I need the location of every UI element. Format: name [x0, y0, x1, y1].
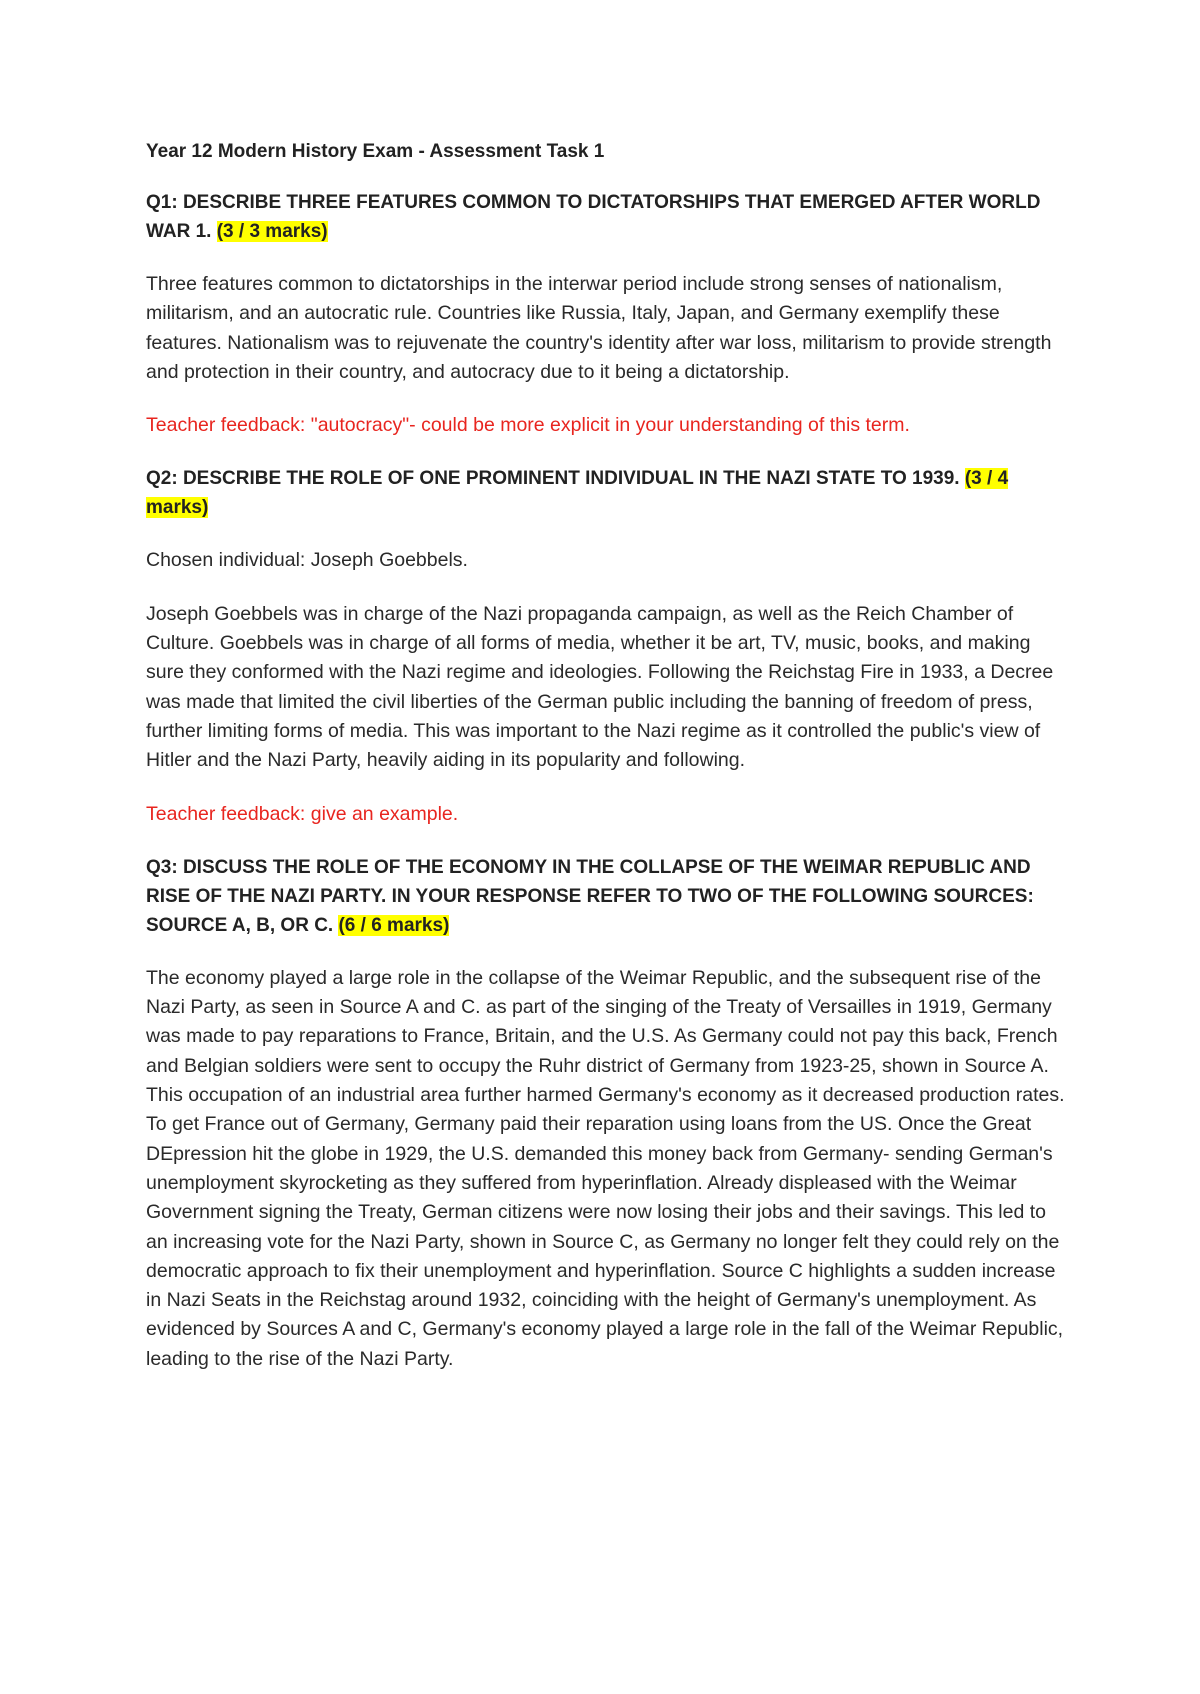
answer-1: Three features common to dictatorships in the interwar period include strong senses of nationalism, militarism, and an autocratic rule. Countries like Russia, Italy, Japan, and Germany exemplify these features. Nationalism was to rejuvenate the country's identity after war loss, militarism to provide strength and protection in their country, and autocracy due to it being a dictatorship.	[146, 273, 1052, 383]
question-2	[146, 464, 1066, 522]
answer-3: The economy played a large role in the collapse of the Weimar Republic, and the subsequent rise of the Nazi Party, as seen in Source A and C. as part of the singing of the Treaty of Versailles in 1919, Germany was made to pay reparations to France, Britain, and the U.S. As Germany could not pay this back, French and Belgian soldiers were sent to occupy the Ruhr district of Germany from 1923-25, shown in Source A. This occupation of an industrial area further harmed Germany's economy as it decreased production rates. To get France out of Germany, Germany paid their reparation using loans from the US. Once the Great DEpression hit the globe in 1929, the U.S. demanded this money back from Germany- sending German's unemployment skyrocketing as they suffered from hyperinflation. Already displeased with the Weimar Government signing the Treaty, German citizens were now losing their jobs and their savings. This led to an increasing vote for the Nazi Party, shown in Source C, as Germany no longer felt they could rely on the democratic approach to fix their unemployment and hyperinflation. Source C highlights a sudden increase in Nazi Seats in the Reichstag around 1932, coinciding with the height of Germany's unemployment. As evidenced by Sources A and C, Germany's economy played a large role in the fall of the Weimar Republic, leading to the rise of the Nazi Party.	[146, 966, 1065, 1370]
feedback-2: Teacher feedback: give an example.	[146, 802, 459, 825]
question-2-marks: (3 / 4 marks)	[146, 468, 1009, 519]
document-title: Year 12 Modern History Exam - Assessment Task 1	[146, 141, 605, 162]
question-2-prompt: Q2: DESCRIBE THE ROLE OF ONE PROMINENT INDIVIDUAL IN THE NAZI STATE TO 1939.	[146, 468, 965, 490]
question-1-prompt: Q1: DESCRIBE THREE FEATURES COMMON TO DICTATORSHIPS THAT EMERGED AFTER WORLD WAR 1.	[146, 192, 1041, 242]
answer-2: Joseph Goebbels was in charge of the Nazi propaganda campaign, as well as the Reich Chamber of Culture. Goebbels was in charge of all forms of media, whether it be art, TV, music, books, and making sure they conformed with the Nazi regime and ideologies. Following the Reichstag Fire in 1933, a Decree was made that limited the civil liberties of the German public including the banning of freedom of press, further limiting forms of media. This was important to the Nazi regime as it controlled the public's view of Hitler and the Nazi Party, heavily aiding in its popularity and following.	[146, 602, 1054, 772]
question-3-prompt: Q3: DISCUSS THE ROLE OF THE ECONOMY IN THE COLLAPSE OF THE WEIMAR REPUBLIC AND RISE OF THE NAZI PARTY. IN YOUR RESPONSE REFER TO TWO OF THE FOLLOWING SOURCES: SOURCE A, B, OR C.	[146, 856, 1034, 936]
question-1-marks: (3 / 3 marks)	[216, 221, 328, 242]
question-3-marks: (6 / 6 marks)	[338, 914, 450, 936]
document-page	[146, 138, 1066, 1398]
chosen-individual: Chosen individual: Joseph Goebbels.	[146, 549, 468, 572]
question-3	[146, 853, 1066, 940]
question-1	[146, 188, 1066, 246]
feedback-1: Teacher feedback: "autocracy"- could be more explicit in your understanding of this term.	[146, 414, 910, 437]
